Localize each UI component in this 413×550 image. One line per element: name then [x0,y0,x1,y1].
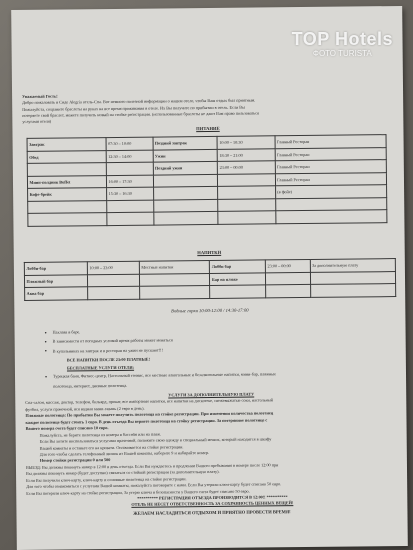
meal-cell: Мини-полдник Buffet [27,175,106,188]
drink-cell: 10:00 – 23:00 [87,261,139,274]
bullet-item: ● Пахлава в баре. [45,326,365,335]
intro-line: Пожалуйста, сохраните браслеты на руках на все время проживания в отеле. Их Вы получите по прибытии в отель. Если Вы [22,104,245,112]
drink-cell: За дополнительную плату [310,259,395,272]
paid-line: Если Вы потеряли ключ-карту на стойке регистрации, За утерю ключа в безопасности у Вашего счета будет списано 50 евро. [26,488,250,496]
water-slides-hours: Водные горки 10:00-12:00 / 14:30-17:00 [171,307,249,314]
watermark-brand: TOP Hotels [291,29,393,49]
paid-line: Пожалуйста, не берите полотенца из номера в бассейн или на пляж. [39,431,162,438]
drinks-title: НАПИТКИ [197,249,222,256]
drink-cell: Бар на пляже [210,272,266,285]
meal-cell: Ужин [153,149,218,162]
drink-cell [310,284,395,297]
paid-services-block [25,390,398,510]
drink-cell: Лобби-бар [24,262,87,275]
meal-cell: 07:30 – 10:00 [106,137,153,150]
meal-cell [218,173,276,186]
free-services-heading: БЕСПЛАТНЫЕ УСЛУГИ ОТЕЛЯ: [66,364,135,371]
bullet-item: ● В купальниках на завтрак и в ресторан на ужин не пускают!!! [45,345,365,354]
meal-cell [106,162,153,175]
paid-line: Вашего номера счета будет списано 10 евро. [25,425,109,432]
meal-cell [153,174,218,187]
meal-cell: Поздний ужин [153,161,218,174]
drink-cell: Аква бар [25,287,88,300]
meal-cell: Поздний завтрак [153,136,218,149]
watermark-sub: ФОТО TURISTA [312,49,372,58]
meal-cell [27,163,106,176]
paid-services-heading: УСЛУГИ ЗА ДОПОЛНИТЕЛЬНУЮ ПЛАТУ [168,391,255,398]
paid-line: Для того чтобы ознакомиться с услугами Вашей комнаты, пожалуйста поговорите с нами. Если Вы утеряли ключ-карту будет списано 50 евро. [26,481,282,490]
drink-cell: Местные напитки [139,260,210,273]
bullet-list [45,326,366,388]
drink-cell [88,274,140,287]
drink-cell [310,271,395,284]
paid-line: Для того чтобы сделать телефонный звонок из Вашей комнаты, наберите 9 и набирайте номер. [39,449,210,457]
meal-cell: Главный Ресторан [275,172,386,186]
drinks-row [25,284,396,300]
meal-cell: Завтрак [27,138,106,151]
drink-cell [210,285,266,298]
drink-cell: Пляжный бар [24,274,87,287]
meal-cell: Главный Ресторан [275,135,386,149]
paid-line: Если Вы получили ключ-карту, ключ-карту и основные полотенца на стойке регистрации. [26,475,187,483]
meal-cell: 12:30 – 14:00 [106,150,153,163]
paid-line: Если Вы хотите воспользоваться услугами прачечной, положите свою одежду в специальный мешок, который находится в шкафу [39,436,272,444]
intro-line: Добро пожаловать в Сиде Alegria отель-Спа. Вот немного полезной информации о нашем отеле, чтобы Ваш отдых был приятным. [22,97,256,106]
meals-row-empty [28,210,387,226]
meal-cell: (в фойе) [275,185,386,199]
paid-line: Спа-салон, массаж, доктор, телефон, бильярд, прокат, все импортные напитки, все напитки на дискотеке, свежевыжатые соки, настольный [25,397,273,406]
drink-cell [140,285,211,298]
drink-cell: 23:00 – 00:00 [265,259,310,272]
meal-cell: Главный Ресторан [275,160,386,174]
paid-line: ВЫЕЗД: Вы должны покинуть номер в 12:00 в день отъезда. Если Вы нуждаетесь в продлении Вашего пребывания в номере после 12:00 при [25,462,279,470]
meal-cell: 10:00 – 10:30 [217,136,275,149]
drink-cell: Лобби бар [210,260,266,273]
after-hours-heading: ВСЕ НАПИТКИ ПОСЛЕ 23:00 ПЛАТНЫЕ! [66,356,151,363]
drink-cell [266,284,311,297]
intro-line: Уважаемый Гость! [22,93,58,99]
info-sheet [11,6,408,550]
watermark-logo [292,30,393,58]
free-services-line: полотенца, интернет, дневные полотенца. [53,382,128,389]
free-services-line: ● Турецкая баня, Фитнес-центр, Настольный теннис, все местные алкогольные и безалкогольные напитки, мини-бар, пляжные [45,371,365,380]
checkout-line: ********** РЕГИСТРАЦИЯ ОТЪЕЗДА ПРОИЗВОДИТСЯ В 12:00!! ********** [137,494,288,501]
farewell-line: ЖЕЛАЕМ НАСЛАДИТЬСЯ ОТДЫХОМ И ПРИЯТНО ПРОВЕСТИ ВРЕМЯ! [133,509,291,516]
meal-cell: 18:30 – 21:00 [217,148,275,161]
paid-line: Номер стойки регистрации 0 или 500 [39,457,111,464]
paid-line: Вы должны покинуть номер (будет доступно) связаться со стойкой регистрации (за дополнительную плату). [26,469,220,477]
meal-cell: Кофе-брейк [28,188,107,201]
meal-cell: 23:00 – 00:00 [218,161,276,174]
intro-block [22,90,394,125]
meal-cell: 16:00 – 17:30 [106,175,153,188]
paid-line: Вашей комнаты и оставьте его на кровати. Оплачивается на стойке регистрации. [39,443,184,451]
drink-cell [139,273,210,286]
liability-line: ОТЕЛЬ НЕ НЕСЕТ ОТВЕТСТВЕННОСТЬ ЗА СОХРАННОСТЬ ЦЕННЫХ ВЕЩЕЙ! [131,500,294,508]
meals-table [27,134,388,226]
meal-cell [218,186,276,199]
drinks-table [24,258,396,300]
intro-line: услугами отеля) [22,118,52,124]
meal-cell: Главный Ресторан [275,147,386,161]
intro-line: потеряете свой браслет, можете получить новый на стойке регистрации. (использованные браслеты не дают Вам право пользоваться [22,110,260,118]
meal-cell: 15:30 – 16:30 [107,187,154,200]
paid-line: Пляжные полотенца: По прибытии Вы можете получить полотенца на стойке регистрации. При изменении количества полотенец [25,410,274,419]
drink-cell [266,272,311,285]
paid-line: каждое полотенце будет стоить 1 евро. В день отъезда Вы вернете полотенца на стойку регистрации. За потерянное полотенце с [25,417,268,425]
meal-cell: Обед [27,150,106,163]
drink-cell [88,286,140,299]
meals-title: ПИТАНИЕ [196,125,220,132]
paid-line: футбол, услуги прачечной, вся водная мини-гавань (2 евро в день). [25,405,145,412]
meal-cell [153,186,218,199]
bullet-item: ● В зависимости от погодных условий время работы может меняться [45,336,365,345]
